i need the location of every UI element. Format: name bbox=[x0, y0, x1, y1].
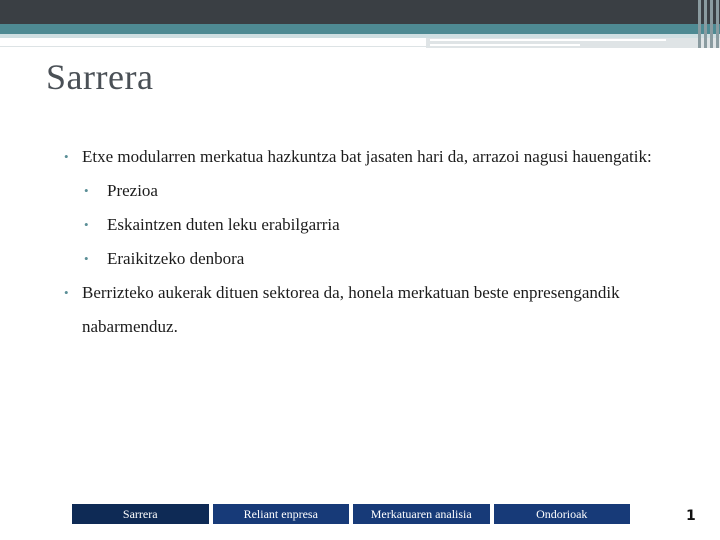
bullet-dot-icon: • bbox=[64, 285, 69, 300]
slide-title: Sarrera bbox=[46, 57, 154, 97]
bullet-dot-icon: • bbox=[64, 149, 69, 164]
section-nav bbox=[72, 504, 630, 524]
nav-tab-ondorioak[interactable]: Ondorioak bbox=[494, 504, 631, 524]
bullet-text: Eraikitzeko denbora bbox=[107, 249, 245, 268]
title-divider bbox=[0, 46, 430, 47]
bullet-text: Etxe modularren merkatua hazkuntza bat jasaten hari da, arrazoi nagusi hauengatik: bbox=[82, 147, 652, 166]
bullet-dot-icon: • bbox=[84, 183, 89, 198]
bullet-item bbox=[62, 140, 682, 174]
header-highlight-line bbox=[430, 39, 666, 41]
header-stripe bbox=[698, 0, 701, 48]
bullet-text: Prezioa bbox=[107, 181, 158, 200]
bullet-item bbox=[62, 242, 682, 276]
header-stripe bbox=[704, 0, 707, 48]
bullet-dot-icon: • bbox=[84, 217, 89, 232]
bullet-item bbox=[62, 174, 682, 208]
bullet-list bbox=[62, 140, 682, 344]
header-stripe bbox=[710, 0, 713, 48]
bullet-item bbox=[62, 208, 682, 242]
bullet-item bbox=[62, 276, 682, 344]
bullet-dot-icon: • bbox=[84, 251, 89, 266]
bullet-text: Berrizteko aukerak dituen sektorea da, honela merkatuan beste enpresengandik nabarmenduz. bbox=[82, 283, 620, 336]
bullet-text: Eskaintzen duten leku erabilgarria bbox=[107, 215, 340, 234]
header-highlight-line-short bbox=[430, 44, 580, 46]
header-band-dark bbox=[0, 0, 720, 24]
nav-tab-merkatuaren-analisia[interactable]: Merkatuaren analisia bbox=[353, 504, 490, 524]
nav-tab-reliant-enpresa[interactable]: Reliant enpresa bbox=[213, 504, 350, 524]
header-band-teal bbox=[0, 24, 720, 34]
nav-tab-sarrera[interactable]: Sarrera bbox=[72, 504, 209, 524]
header-stripe bbox=[716, 0, 719, 48]
page-number: 1 bbox=[686, 508, 696, 524]
